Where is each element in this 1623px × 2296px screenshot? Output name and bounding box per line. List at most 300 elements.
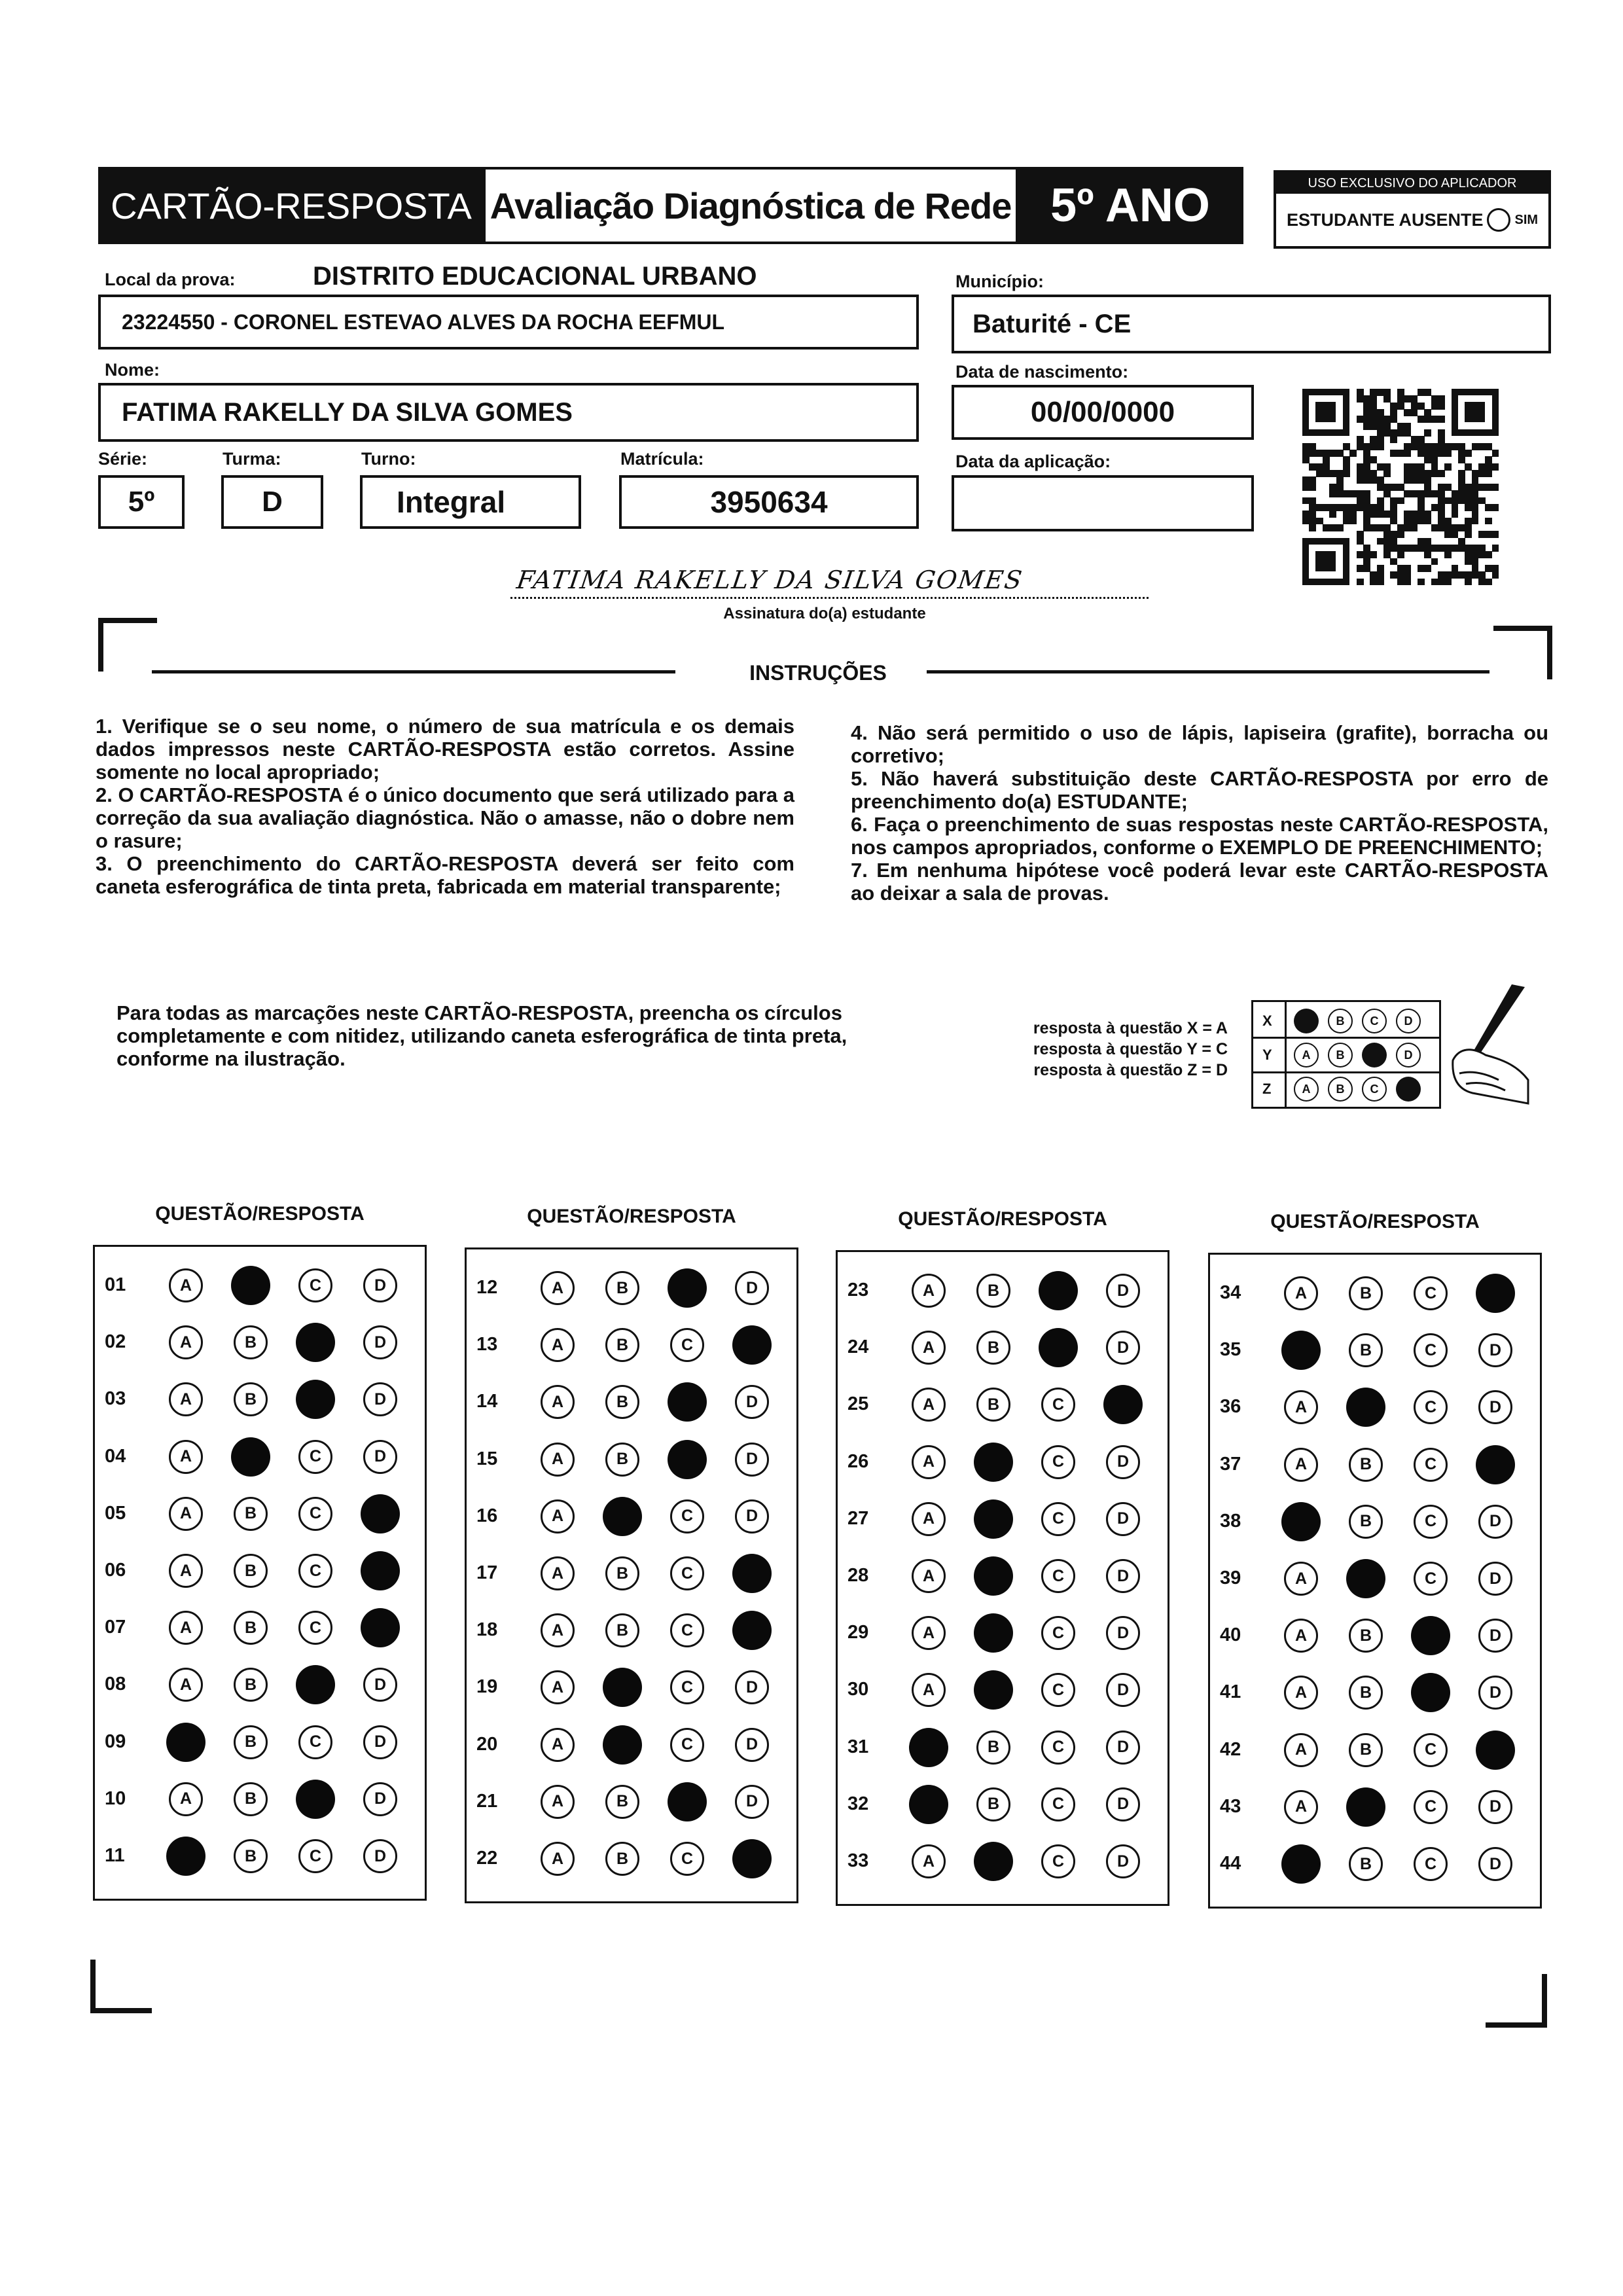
matricula-value: 3950634 (710, 485, 828, 519)
answer-bubble-c[interactable]: C (298, 1839, 332, 1873)
answer-bubble-d[interactable]: D (1106, 1274, 1140, 1308)
answer-bubble-d[interactable]: D (1106, 1844, 1140, 1878)
answer-bubble-c[interactable] (296, 1380, 335, 1419)
answer-bubble-b[interactable]: B (976, 1787, 1010, 1821)
answer-bubble-d[interactable]: D (735, 1271, 769, 1305)
answer-bubble-d[interactable]: D (363, 1782, 397, 1816)
answer-bubble-d[interactable] (732, 1554, 772, 1593)
answer-bubble-d[interactable]: D (363, 1382, 397, 1416)
answer-bubble-b[interactable]: B (1349, 1619, 1383, 1653)
question-number: 18 (476, 1619, 498, 1641)
answer-bubble-d[interactable] (1103, 1385, 1143, 1424)
answer-bubble-c[interactable]: C (670, 1499, 704, 1534)
qr-finder (1302, 538, 1349, 585)
absent-label: ESTUDANTE AUSENTE (1286, 209, 1484, 230)
signature-handwriting: FATIMA RAKELLY DA SILVA GOMES (514, 565, 1026, 594)
example-row-label: Z (1262, 1081, 1272, 1097)
question-number: 42 (1220, 1738, 1241, 1760)
answer-bubble-d[interactable] (1476, 1731, 1515, 1770)
answer-bubble-c[interactable]: C (1414, 1562, 1448, 1596)
answer-bubble-a[interactable]: A (541, 1670, 575, 1704)
answer-bubble-c[interactable]: C (1414, 1790, 1448, 1824)
answer-bubble-b[interactable] (603, 1725, 642, 1765)
answer-bubble-a[interactable]: A (1284, 1448, 1318, 1482)
answer-bubble-b[interactable]: B (1349, 1333, 1383, 1367)
answer-bubble-b[interactable] (1346, 1787, 1385, 1827)
answer-bubble-c[interactable] (1039, 1328, 1078, 1367)
question-number: 12 (476, 1277, 498, 1298)
answer-bubble-b[interactable]: B (1349, 1733, 1383, 1767)
question-number: 41 (1220, 1681, 1241, 1703)
answer-bubble-b[interactable]: B (1349, 1847, 1383, 1881)
answer-bubble-c[interactable]: C (1414, 1276, 1448, 1310)
answer-bubble-a[interactable]: A (1284, 1390, 1318, 1424)
answer-bubble-c[interactable] (668, 1782, 707, 1821)
answer-bubble-b[interactable]: B (234, 1554, 268, 1588)
question-number: 22 (476, 1848, 498, 1869)
aplicacao-label: Data da aplicação: (955, 452, 1111, 471)
answer-bubble-b[interactable]: B (976, 1331, 1010, 1365)
answer-bubble-d[interactable]: D (1106, 1502, 1140, 1536)
answer-bubble-d[interactable] (1476, 1445, 1515, 1484)
question-number: 32 (847, 1793, 869, 1814)
answer-bubble-d[interactable]: D (1478, 1333, 1512, 1367)
instructions-right (851, 721, 1548, 905)
column-title: QUESTÃO/RESPOSTA (898, 1208, 1107, 1230)
serie-field (98, 475, 185, 529)
qr-code (1302, 389, 1499, 585)
question-number: 40 (1220, 1624, 1241, 1646)
example-bubble-a: A (1294, 1077, 1319, 1102)
nome-value: FATIMA RAKELLY DA SILVA GOMES (122, 397, 573, 427)
answer-bubble-c[interactable]: C (1414, 1733, 1448, 1767)
answer-bubble-c[interactable] (668, 1440, 707, 1479)
matricula-label: Matrícula: (620, 449, 704, 469)
answer-bubble-b[interactable]: B (234, 1382, 268, 1416)
matricula-field (619, 475, 919, 529)
question-number: 05 (105, 1502, 126, 1524)
example-bubble-c (1362, 1043, 1387, 1067)
answer-bubble-d[interactable]: D (735, 1728, 769, 1762)
answer-bubble-d[interactable]: D (1106, 1616, 1140, 1650)
answer-bubble-c[interactable]: C (298, 1725, 332, 1759)
answer-bubble-b[interactable] (1346, 1388, 1385, 1427)
answer-bubble-c[interactable]: C (1041, 1616, 1075, 1650)
applicator-label: USO EXCLUSIVO DO APLICADOR (1276, 173, 1548, 194)
answer-bubble-a[interactable] (1281, 1331, 1321, 1370)
answer-bubble-d[interactable]: D (735, 1785, 769, 1819)
question-number: 09 (105, 1731, 126, 1752)
example-row-label: X (1262, 1013, 1272, 1029)
qr-finder (1302, 389, 1349, 436)
municipio-value: Baturité - CE (972, 309, 1132, 338)
answer-bubble-c[interactable]: C (298, 1440, 332, 1474)
answer-bubble-c[interactable] (296, 1323, 335, 1362)
answer-bubble-d[interactable]: D (1478, 1847, 1512, 1881)
answer-bubble-b[interactable]: B (605, 1785, 639, 1819)
example-row-divider (1253, 1071, 1439, 1073)
aplicacao-field[interactable] (952, 475, 1254, 531)
answer-bubble-b[interactable] (974, 1842, 1013, 1881)
answer-bubble-b[interactable] (603, 1497, 642, 1536)
answer-bubble-c[interactable]: C (1041, 1559, 1075, 1593)
answer-bubble-c[interactable]: C (1041, 1673, 1075, 1707)
answer-bubble-c[interactable] (296, 1665, 335, 1704)
answer-bubble-b[interactable] (1346, 1559, 1385, 1598)
answer-bubble-a[interactable] (909, 1785, 948, 1824)
answer-bubble-b[interactable]: B (234, 1611, 268, 1645)
grade-label (1017, 167, 1243, 244)
question-number: 33 (847, 1850, 869, 1871)
answer-bubble-a[interactable]: A (169, 1268, 203, 1302)
answer-bubble-a[interactable]: A (912, 1502, 946, 1536)
question-number: 04 (105, 1445, 126, 1467)
local-label: Local da prova: (105, 270, 236, 289)
answer-bubble-b[interactable] (603, 1668, 642, 1707)
local-value: DISTRITO EDUCACIONAL URBANO (313, 262, 757, 291)
answer-bubble-c[interactable]: C (670, 1556, 704, 1590)
turma-label: Turma: (223, 449, 281, 469)
column-title: QUESTÃO/RESPOSTA (1270, 1211, 1480, 1232)
answer-bubble-d[interactable]: D (735, 1385, 769, 1419)
absent-checkbox[interactable] (1487, 208, 1510, 232)
column-title: QUESTÃO/RESPOSTA (527, 1206, 736, 1227)
question-number: 19 (476, 1676, 498, 1698)
answer-bubble-d[interactable]: D (1478, 1790, 1512, 1824)
question-number: 01 (105, 1274, 126, 1295)
answer-bubble-a[interactable] (1281, 1502, 1321, 1541)
answer-bubble-a[interactable]: A (541, 1842, 575, 1876)
question-number: 27 (847, 1507, 869, 1529)
instruction-5: 5. Não haverá substituição deste CARTÃO-RESPOSTA por erro de preenchimento do(a) ESTUDANTE; (851, 767, 1548, 813)
answer-bubble-b[interactable]: B (605, 1842, 639, 1876)
serie-label: Série: (98, 449, 148, 469)
answer-bubble-b[interactable]: B (605, 1443, 639, 1477)
answer-bubble-a[interactable]: A (541, 1728, 575, 1762)
answer-bubble-b[interactable] (974, 1613, 1013, 1653)
answer-bubble-d[interactable]: D (1106, 1673, 1140, 1707)
answer-bubble-a[interactable]: A (169, 1782, 203, 1816)
instructions-rule-left (152, 670, 675, 673)
instruction-3: 3. O preenchimento do CARTÃO-RESPOSTA deverá ser feito com caneta esferográfica de tinta preta, fabricada em material transparente; (96, 852, 794, 898)
question-number: 29 (847, 1622, 869, 1643)
answer-bubble-d[interactable] (361, 1551, 400, 1590)
example-bubble-d: D (1396, 1009, 1421, 1033)
answer-bubble-d[interactable]: D (1106, 1445, 1140, 1479)
answer-bubble-b[interactable]: B (605, 1613, 639, 1647)
answer-bubble-a[interactable]: A (1284, 1619, 1318, 1653)
answer-bubble-c[interactable]: C (670, 1670, 704, 1704)
answer-bubble-a[interactable]: A (169, 1668, 203, 1702)
example-row-label: Y (1262, 1047, 1272, 1063)
applicator-box (1274, 170, 1551, 249)
question-number: 31 (847, 1736, 869, 1757)
answer-bubble-b[interactable]: B (1349, 1448, 1383, 1482)
registration-mark-bottom-right (1486, 1974, 1547, 2028)
question-number: 39 (1220, 1568, 1241, 1588)
answer-bubble-c[interactable]: C (1414, 1847, 1448, 1881)
example-legend (1012, 1018, 1228, 1081)
answer-bubble-d[interactable]: D (363, 1440, 397, 1474)
instructions-rule-right (927, 670, 1489, 673)
question-number: 07 (105, 1617, 126, 1638)
answer-bubble-b[interactable]: B (234, 1325, 268, 1359)
answer-bubble-a[interactable]: A (1284, 1790, 1318, 1824)
question-number: 21 (476, 1790, 498, 1812)
answer-bubble-d[interactable]: D (1478, 1505, 1512, 1539)
answer-bubble-d[interactable]: D (363, 1725, 397, 1759)
example-label-divider (1285, 1002, 1287, 1107)
question-number: 02 (105, 1331, 126, 1353)
nascimento-label: Data de nascimento: (955, 362, 1129, 382)
answer-bubble-d[interactable] (1476, 1274, 1515, 1313)
municipio-label: Município: (955, 272, 1044, 291)
card-title (98, 167, 484, 244)
answer-bubble-c[interactable]: C (1041, 1388, 1075, 1422)
answer-bubble-c[interactable]: C (298, 1611, 332, 1645)
example-bubble-b: B (1328, 1043, 1353, 1067)
example-row-divider (1253, 1037, 1439, 1039)
answer-bubble-d[interactable]: D (735, 1670, 769, 1704)
registration-mark-bottom-left (90, 1960, 152, 2013)
question-number: 30 (847, 1679, 869, 1700)
answer-bubble-a[interactable]: A (541, 1443, 575, 1477)
answer-bubble-a[interactable]: A (541, 1385, 575, 1419)
question-number: 06 (105, 1560, 126, 1581)
nascimento-field (952, 385, 1254, 440)
turma-field (221, 475, 323, 529)
answer-bubble-d[interactable] (732, 1611, 772, 1650)
question-number: 16 (476, 1505, 498, 1526)
answer-bubble-a[interactable]: A (169, 1554, 203, 1588)
question-number: 11 (105, 1845, 125, 1866)
answer-bubble-b[interactable]: B (1349, 1505, 1383, 1539)
answer-bubble-a[interactable]: A (169, 1325, 203, 1359)
answer-bubble-d[interactable]: D (1106, 1787, 1140, 1821)
municipio-field (952, 295, 1551, 353)
answer-bubble-a[interactable]: A (169, 1382, 203, 1416)
card-title-text: CARTÃO-RESPOSTA (111, 185, 472, 226)
answer-bubble-c[interactable]: C (670, 1728, 704, 1762)
grade-text: 5º ANO (1050, 179, 1210, 232)
answer-bubble-c[interactable] (668, 1268, 707, 1308)
answer-bubble-d[interactable]: D (1478, 1676, 1512, 1710)
question-number: 26 (847, 1450, 869, 1472)
answer-bubble-c[interactable]: C (1414, 1448, 1448, 1482)
example-line-x: resposta à questão X = A (1033, 1019, 1228, 1037)
answer-bubble-b[interactable]: B (605, 1271, 639, 1305)
instructions-left (96, 715, 794, 898)
signature-line (510, 597, 1149, 599)
answer-bubble-a[interactable]: A (541, 1785, 575, 1819)
instruction-7: 7. Em nenhuma hipótese você poderá levar este CARTÃO-RESPOSTA ao deixar a sala de provas. (851, 859, 1548, 905)
answer-bubble-a[interactable]: A (912, 1559, 946, 1593)
answer-bubble-d[interactable] (732, 1325, 772, 1365)
answer-bubble-b[interactable]: B (234, 1839, 268, 1873)
answer-bubble-b[interactable] (974, 1443, 1013, 1482)
instructions-title: INSTRUÇÕES (749, 661, 887, 685)
answer-bubble-c[interactable]: C (1414, 1390, 1448, 1424)
answer-bubble-c[interactable]: C (1041, 1445, 1075, 1479)
answer-bubble-a[interactable]: A (541, 1613, 575, 1647)
answer-bubble-c[interactable]: C (1041, 1731, 1075, 1765)
question-number: 10 (105, 1787, 126, 1809)
answer-bubble-a[interactable]: A (541, 1499, 575, 1534)
example-bubble-c: C (1362, 1009, 1387, 1033)
answer-bubble-a[interactable]: A (169, 1440, 203, 1474)
answer-bubble-d[interactable]: D (363, 1668, 397, 1702)
answer-bubble-d[interactable]: D (363, 1839, 397, 1873)
instruction-6: 6. Faça o preenchimento de suas respostas neste CARTÃO-RESPOSTA, nos campos apropriados, conforme o EXEMPLO DE PREENCHIMENTO; (851, 813, 1548, 859)
answer-bubble-a[interactable]: A (912, 1844, 946, 1878)
answer-bubble-d[interactable] (732, 1839, 772, 1878)
question-number: 20 (476, 1733, 498, 1755)
answer-bubble-a[interactable]: A (169, 1611, 203, 1645)
answer-bubble-b[interactable]: B (976, 1274, 1010, 1308)
example-bubble-a: A (1294, 1043, 1319, 1067)
question-number: 25 (847, 1393, 869, 1415)
answer-bubble-d[interactable]: D (1478, 1619, 1512, 1653)
example-line-y: resposta à questão Y = C (1033, 1040, 1228, 1058)
answer-bubble-b[interactable] (231, 1437, 270, 1477)
turno-value: Integral (397, 485, 506, 519)
column-title: QUESTÃO/RESPOSTA (155, 1203, 365, 1225)
answer-bubble-a[interactable] (166, 1837, 205, 1876)
answer-bubble-d[interactable]: D (363, 1268, 397, 1302)
absent-option: SIM (1514, 212, 1539, 227)
answer-bubble-c[interactable]: C (1041, 1502, 1075, 1536)
example-bubble-c: C (1362, 1077, 1387, 1102)
answer-bubble-c[interactable] (1411, 1616, 1450, 1655)
answer-bubble-c[interactable]: C (1041, 1844, 1075, 1878)
example-grid (1251, 1000, 1441, 1109)
answer-bubble-a[interactable]: A (912, 1445, 946, 1479)
answer-bubble-a[interactable]: A (912, 1331, 946, 1365)
answer-bubble-d[interactable]: D (1106, 1731, 1140, 1765)
answer-bubble-b[interactable] (974, 1670, 1013, 1710)
school-field (98, 295, 919, 350)
answer-bubble-c[interactable]: C (670, 1328, 704, 1362)
answer-bubble-a[interactable]: A (1284, 1562, 1318, 1596)
question-number: 17 (476, 1562, 498, 1583)
answer-bubble-c[interactable]: C (298, 1268, 332, 1302)
answer-bubble-a[interactable]: A (912, 1673, 946, 1707)
turno-field (360, 475, 581, 529)
exam-title-text: Avaliação Diagnóstica de Rede (490, 185, 1012, 226)
answer-bubble-b[interactable]: B (234, 1782, 268, 1816)
answer-bubble-a[interactable]: A (1284, 1276, 1318, 1310)
answer-bubble-b[interactable]: B (605, 1385, 639, 1419)
question-number: 13 (476, 1334, 498, 1355)
answer-bubble-d[interactable] (361, 1608, 400, 1647)
answer-bubble-b[interactable]: B (1349, 1276, 1383, 1310)
qr-finder (1452, 389, 1499, 436)
answer-bubble-b[interactable]: B (234, 1725, 268, 1759)
answer-bubble-d[interactable]: D (1106, 1331, 1140, 1365)
answer-bubble-b[interactable] (974, 1556, 1013, 1596)
answer-bubble-c[interactable]: C (298, 1497, 332, 1531)
answer-bubble-b[interactable]: B (605, 1556, 639, 1590)
question-number: 08 (105, 1674, 126, 1695)
example-bubble-b: B (1328, 1077, 1353, 1102)
turma-value: D (262, 486, 283, 518)
answer-bubble-b[interactable]: B (976, 1731, 1010, 1765)
answer-bubble-d[interactable]: D (1106, 1559, 1140, 1593)
answer-bubble-a[interactable]: A (541, 1556, 575, 1590)
answer-bubble-a[interactable]: A (1284, 1676, 1318, 1710)
answer-bubble-a[interactable]: A (1284, 1733, 1318, 1767)
example-line-z: resposta à questão Z = D (1033, 1061, 1228, 1079)
nome-label: Nome: (105, 360, 160, 380)
answer-bubble-a[interactable]: A (169, 1497, 203, 1531)
question-number: 37 (1220, 1453, 1241, 1475)
signature-label: Assinatura do(a) estudante (723, 605, 926, 622)
answer-bubble-d[interactable] (361, 1494, 400, 1534)
answer-bubble-b[interactable]: B (976, 1388, 1010, 1422)
question-number: 38 (1220, 1510, 1241, 1532)
answer-bubble-c[interactable] (1411, 1673, 1450, 1712)
answer-bubble-b[interactable]: B (234, 1668, 268, 1702)
turno-label: Turno: (361, 449, 416, 469)
marking-note: Para todas as marcações neste CARTÃO-RESPOSTA, preencha os círculos completamente e com nitidez, utilizando caneta esferográfica de tinta preta, conforme na ilustração. (116, 1001, 847, 1070)
instruction-2: 2. O CARTÃO-RESPOSTA é o único documento que será utilizado para a correção da sua avaliação diagnóstica. Não o amasse, não o dobre nem o rasure; (96, 783, 794, 852)
answer-bubble-c[interactable]: C (298, 1554, 332, 1588)
answer-bubble-b[interactable]: B (605, 1328, 639, 1362)
answer-bubble-c[interactable]: C (670, 1842, 704, 1876)
answer-bubble-d[interactable]: D (735, 1443, 769, 1477)
answer-bubble-d[interactable]: D (363, 1325, 397, 1359)
answer-bubble-d[interactable]: D (1478, 1562, 1512, 1596)
answer-bubble-a[interactable] (1281, 1844, 1321, 1884)
exam-title (483, 167, 1018, 244)
answer-bubble-a[interactable] (166, 1723, 205, 1762)
answer-bubble-b[interactable] (231, 1266, 270, 1305)
answer-bubble-c[interactable]: C (1041, 1787, 1075, 1821)
question-number: 15 (476, 1448, 498, 1469)
nome-field (98, 383, 919, 442)
question-number: 36 (1220, 1396, 1241, 1418)
answer-bubble-a[interactable]: A (912, 1274, 946, 1308)
instruction-4: 4. Não será permitido o uso de lápis, lapiseira (grafite), borracha ou corretivo; (851, 721, 1548, 767)
answer-bubble-a[interactable]: A (541, 1328, 575, 1362)
answer-bubble-c[interactable] (668, 1382, 707, 1422)
answer-bubble-a[interactable] (909, 1728, 948, 1767)
question-number: 03 (105, 1388, 126, 1410)
answer-bubble-c[interactable]: C (1414, 1505, 1448, 1539)
answer-bubble-a[interactable]: A (912, 1616, 946, 1650)
answer-bubble-c[interactable] (296, 1780, 335, 1819)
registration-mark-top-right (1493, 626, 1552, 679)
registration-mark-top-left (98, 618, 157, 672)
answer-bubble-b[interactable] (974, 1499, 1013, 1539)
example-bubble-d: D (1396, 1043, 1421, 1067)
serie-value: 5º (128, 486, 155, 518)
answer-bubble-d[interactable]: D (1478, 1390, 1512, 1424)
answer-bubble-b[interactable]: B (234, 1497, 268, 1531)
question-number: 35 (1220, 1339, 1241, 1361)
answer-bubble-c[interactable]: C (1414, 1333, 1448, 1367)
question-number: 23 (847, 1280, 869, 1300)
answer-bubble-b[interactable]: B (1349, 1676, 1383, 1710)
answer-bubble-a[interactable]: A (912, 1388, 946, 1422)
answer-bubble-d[interactable]: D (735, 1499, 769, 1534)
answer-bubble-c[interactable] (1039, 1271, 1078, 1310)
example-bubble-a (1294, 1009, 1319, 1033)
answer-bubble-a[interactable]: A (541, 1271, 575, 1305)
school-value: 23224550 - CORONEL ESTEVAO ALVES DA ROCHA EEFMUL (122, 310, 725, 334)
question-number: 14 (476, 1391, 498, 1412)
answer-bubble-c[interactable]: C (670, 1613, 704, 1647)
